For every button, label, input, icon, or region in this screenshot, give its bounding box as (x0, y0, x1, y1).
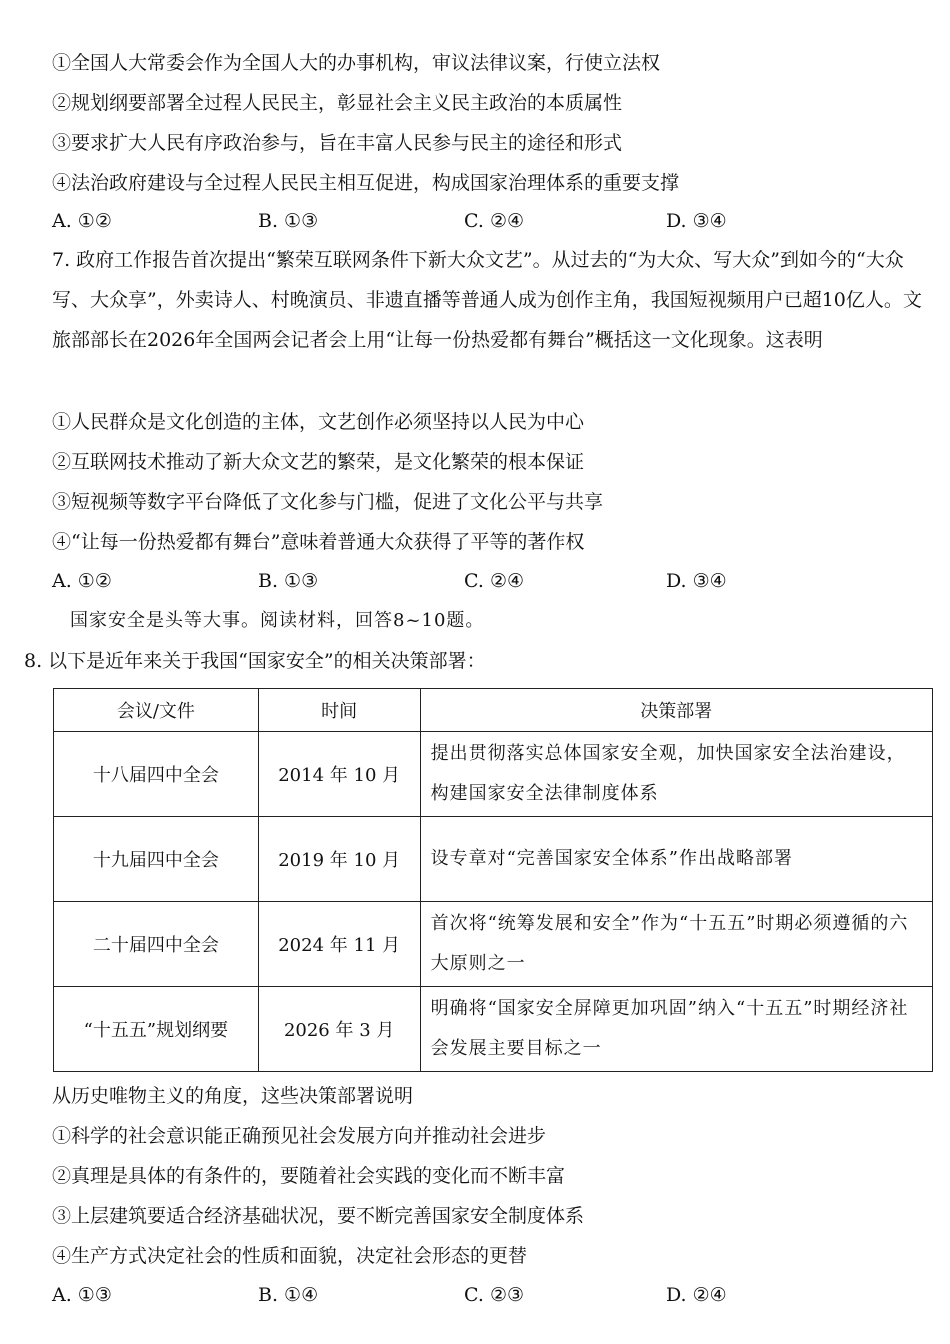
header-meeting: 会议/文件 (54, 689, 259, 732)
cell-time: 2014 年 10 月 (258, 732, 420, 817)
q8-statement-1: ①科学的社会意识能正确预见社会发展方向并推动社会进步 (52, 1125, 547, 1147)
decision-table (53, 688, 933, 1072)
q8-option-b: B. ①④ (258, 1284, 319, 1306)
q8-options (52, 1282, 912, 1308)
q7-statement-4: ④“让每一份热爱都有舞台”意味着普通大众获得了平等的著作权 (52, 531, 585, 553)
q7-option-b: B. ①③ (258, 570, 319, 592)
table-header-row (54, 689, 933, 732)
q7-stem: 7. 政府工作报告首次提出“繁荣互联网条件下新大众文艺”。从过去的“为大众、写大众”到如今的“大众写、大众享”，外卖诗人、村晚演员、非遗直播等普通人成为创作主角，我国短视频用户已超10亿人。文旅部部长在2026年全国两会记者会上用“让每一份热爱都有舞台”概括这一文化现象。这表明 (52, 249, 922, 351)
q6-option-c: C. ②④ (464, 210, 525, 232)
q8-statement-3: ③上层建筑要适合经济基础状况，要不断完善国家安全制度体系 (52, 1205, 585, 1227)
q7-statement-1: ①人民群众是文化创造的主体，文艺创作必须坚持以人民为中心 (52, 411, 585, 433)
table-row (54, 987, 933, 1072)
cell-meeting: 二十届四中全会 (54, 902, 259, 987)
cell-meeting: 十八届四中全会 (54, 732, 259, 817)
q7-statement-3: ③短视频等数字平台降低了文化参与门槛，促进了文化公平与共享 (52, 491, 604, 513)
q8-option-d: D. ②④ (666, 1284, 727, 1306)
q7-options (52, 568, 912, 594)
material-intro: 国家安全是头等大事。阅读材料，回答8~10题。 (70, 610, 485, 631)
cell-time: 2026 年 3 月 (258, 987, 420, 1072)
q6-options (52, 208, 912, 234)
cell-decision: 首次将“统筹发展和安全”作为“十五五”时期必须遵循的六大原则之一 (420, 902, 932, 987)
q6-statement-1: ①全国人大常委会作为全国人大的办事机构，审议法律议案，行使立法权 (52, 52, 661, 74)
q8-option-a: A. ①③ (52, 1284, 112, 1306)
header-time: 时间 (258, 689, 420, 732)
q7-option-c: C. ②④ (464, 570, 525, 592)
table-row (54, 732, 933, 817)
q6-option-b: B. ①③ (258, 210, 319, 232)
q8-option-c: C. ②③ (464, 1284, 525, 1306)
q8-stem: 8. 以下是近年来关于我国“国家安全”的相关决策部署： (24, 650, 486, 672)
q6-statement-3: ③要求扩大人民有序政治参与，旨在丰富人民参与民主的途径和形式 (52, 132, 623, 154)
cell-decision: 设专章对“完善国家安全体系”作出战略部署 (420, 817, 932, 902)
q7-option-d: D. ③④ (666, 570, 727, 592)
cell-time: 2019 年 10 月 (258, 817, 420, 902)
q6-option-d: D. ③④ (666, 210, 727, 232)
q8-question: 从历史唯物主义的角度，这些决策部署说明 (52, 1085, 414, 1107)
cell-time: 2024 年 11 月 (258, 902, 420, 987)
cell-meeting: 十九届四中全会 (54, 817, 259, 902)
q6-statement-4: ④法治政府建设与全过程人民民主相互促进，构成国家治理体系的重要支撑 (52, 172, 680, 194)
q8-statement-4: ④生产方式决定社会的性质和面貌，决定社会形态的更替 (52, 1245, 528, 1267)
header-decision: 决策部署 (420, 689, 932, 732)
q7-option-a: A. ①② (52, 570, 112, 592)
table-row (54, 902, 933, 987)
q8-statement-2: ②真理是具体的有条件的，要随着社会实践的变化而不断丰富 (52, 1165, 566, 1187)
cell-decision: 提出贯彻落实总体国家安全观，加快国家安全法治建设，构建国家安全法律制度体系 (420, 732, 932, 817)
table-row (54, 817, 933, 902)
q6-statement-2: ②规划纲要部署全过程人民民主，彰显社会主义民主政治的本质属性 (52, 92, 623, 114)
cell-meeting: “十五五”规划纲要 (54, 987, 259, 1072)
q6-option-a: A. ①② (52, 210, 112, 232)
q7-statement-2: ②互联网技术推动了新大众文艺的繁荣，是文化繁荣的根本保证 (52, 451, 585, 473)
cell-decision: 明确将“国家安全屏障更加巩固”纳入“十五五”时期经济社会发展主要目标之一 (420, 987, 932, 1072)
